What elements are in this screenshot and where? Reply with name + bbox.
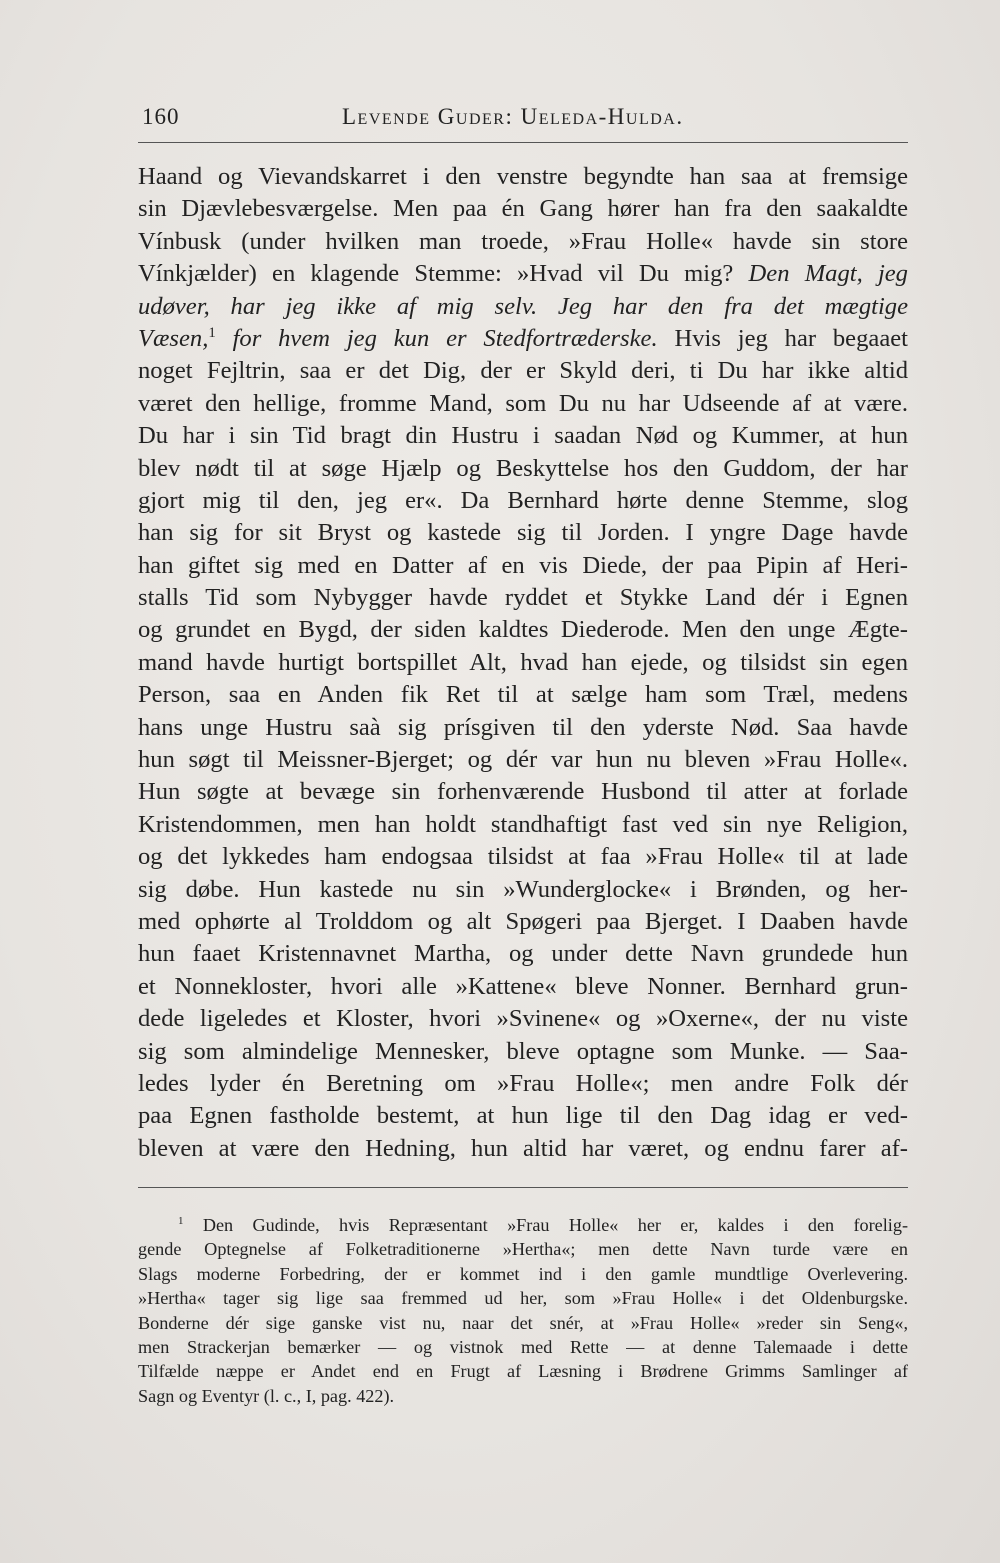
footnote-reference: 1	[208, 324, 216, 341]
text-line: dede ligeledes et Kloster, hvori »Svinene« og »Oxerne«, der nu viste	[138, 1005, 908, 1033]
footnote-line: gende Optegnelse af Folketraditionerne »Hertha«; men dette Navn turde være en	[138, 1239, 908, 1260]
text-line: paa Egnen fastholde bestemt, at hun lige til den Dag idag er ved-	[138, 1102, 908, 1130]
page-number: 160	[142, 104, 180, 129]
footnote-line	[138, 1213, 908, 1237]
text-line	[138, 323, 908, 355]
text-line: været den hellige, fromme Mand, som Du nu har Udseende af at være.	[138, 389, 908, 417]
footnote-line: Slags moderne Forbedring, der er kommet ind i den gamle mundtlige Overlevering.	[138, 1263, 908, 1284]
footnote	[138, 1213, 908, 1408]
footnote-rule	[138, 1187, 908, 1188]
text-fragment: Hvis jeg har begaaet	[674, 324, 908, 352]
text-line: mand havde hurtigt bortspillet Alt, hvad han ejede, og tilsidst sin egen	[138, 648, 908, 676]
text-line: hun søgt til Meissner-Bjerget; og dér var hun nu bleven »Frau Holle«.	[138, 746, 908, 774]
footnote-line: Sagn og Eventyr (l. c., I, pag. 422).	[138, 1385, 395, 1406]
footnote-line: »Hertha« tager sig lige saa fremmed ud her, som »Frau Holle« i det Oldenburgske.	[138, 1288, 908, 1309]
text-line: og det lykkedes ham endogsaa tilsidst at faa »Frau Holle« til at lade	[138, 843, 908, 871]
text-line: Haand og Vievandskarret i den venstre begyndte han saa at fremsige	[138, 163, 908, 190]
text-line: et Nonnekloster, hvori alle »Kattene« bleve Nonner. Bernhard grun-	[138, 972, 908, 1000]
text-line: hans unge Hustru saà sig prísgiven til den yderste Nød. Saa havde	[138, 713, 908, 741]
text-line: Hun søgte at bevæge sin forhenværende Husbond til atter at forlade	[138, 778, 908, 806]
text-line: ledes lyder én Beretning om »Frau Holle«; men andre Folk dér	[138, 1069, 908, 1097]
italic-fragment: Den Magt, jeg	[748, 260, 908, 288]
footnote-mark: 1	[178, 1214, 184, 1227]
text-fragment: Væsen,	[138, 324, 209, 352]
text-line: bleven at være den Hedning, hun altid har været, og endnu farer af-	[138, 1134, 908, 1162]
text-line: Du har i sin Tid bragt din Hustru i saadan Nød og Kummer, at hun	[138, 422, 908, 450]
text-line-italic: udøver, har jeg ikke af mig selv. Jeg har den fra det mægtige	[138, 292, 908, 320]
text-line: sin Djævlebesværgelse. Men paa én Gang hører han fra den saakaldte	[138, 195, 908, 223]
footnote-line: Tilfælde næppe er Andet end en Frugt af Læsning i Brødrene Grimms Samlinger af	[138, 1361, 908, 1382]
text-line: han sig for sit Bryst og kastede sig til Jorden. I yngre Dage havde	[138, 519, 908, 547]
text-line	[138, 258, 908, 290]
text-line: gjort mig til den, jeg er«. Da Bernhard hørte denne Stemme, slog	[138, 486, 908, 514]
text-line: hun faaet Kristennavnet Martha, og under dette Navn grundede hun	[138, 940, 908, 968]
main-text	[138, 161, 908, 1165]
text-line: Vínbusk (under hvilken man troede, »Frau Holle« havde sin store	[138, 227, 908, 255]
text-line: Kristendommen, men han holdt standhaftigt fast ved sin nye Religion,	[138, 810, 908, 838]
text-line: og grundet en Bygd, der siden kaldtes Diederode. Men den unge Ægte-	[138, 616, 908, 644]
footnote-line: Bonderne dér sige ganske vist nu, naar det snér, at »Frau Holle« »reder sin Seng«,	[138, 1312, 908, 1333]
italic-fragment: for hvem jeg kun er Stedfortræderske.	[232, 324, 658, 352]
footnote-line: men Strackerjan bemærker — og vistnok med Rette — at denne Talemaade i dette	[138, 1336, 908, 1357]
text-fragment: Vínkjælder) en klagende Stemme: »Hvad vil Du mig?	[138, 260, 734, 288]
text-line: med ophørte al Trolddom og alt Spøgeri paa Bjerget. I Daaben havde	[138, 907, 908, 935]
footnote-text: Den Gudinde, hvis Repræsentant »Frau Holle« her er, kaldes i den forelig-	[202, 1215, 908, 1235]
text-line: noget Fejltrin, saa er det Dig, der er Skyld deri, ti Du har ikke altid	[138, 357, 908, 385]
header-rule	[138, 142, 908, 143]
text-line: sig som almindelige Mennesker, bleve optagne som Munke. — Saa-	[138, 1037, 908, 1065]
text-line: sig døbe. Hun kastede nu sin »Wunderglocke« i Brønden, og her-	[138, 875, 908, 903]
running-header	[138, 102, 908, 136]
text-line: blev nødt til at søge Hjælp og Beskyttelse hos den Guddom, der har	[138, 454, 908, 482]
text-line: han giftet sig med en Datter af en vis Diede, der paa Pipin af Heri-	[138, 551, 908, 579]
text-line: Person, saa en Anden fik Ret til at sælge ham som Træl, medens	[138, 681, 908, 709]
text-line: stalls Tid som Nybygger havde ryddet et Stykke Land dér i Egnen	[138, 584, 908, 612]
running-title: Levende Guder: Ueleda-Hulda.	[342, 104, 684, 129]
